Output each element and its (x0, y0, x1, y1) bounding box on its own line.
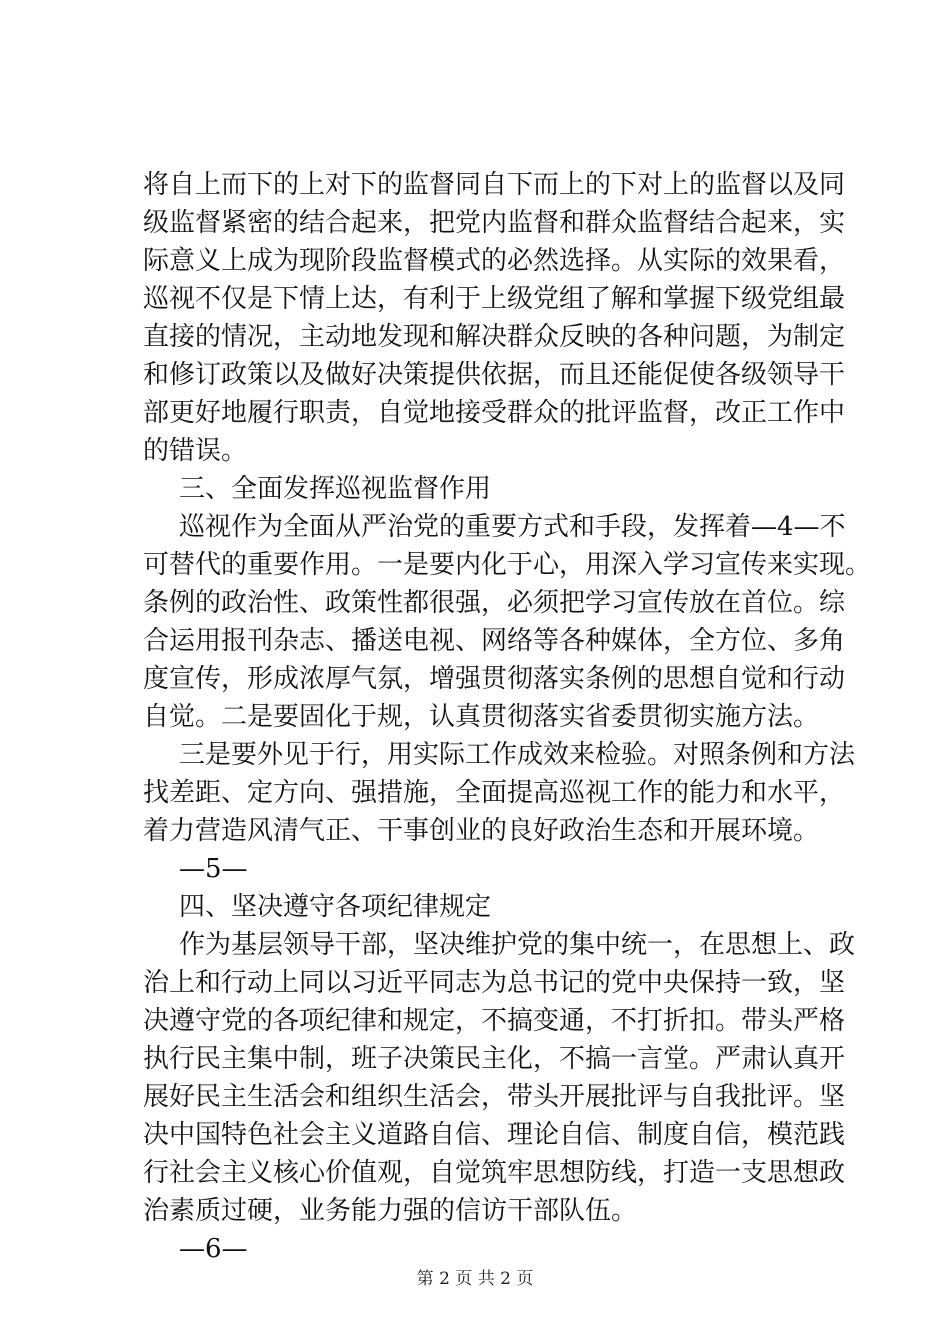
text-line: 级监督紧密的结合起来，把党内监督和群众监督结合起来，实 (143, 208, 846, 238)
text-line: 行社会主义核心价值观，自觉筑牢思想防线，打造一支思想政 (143, 1158, 846, 1188)
text-line: 可替代的重要作用。一是要内化于心，用深入学习宣传来实现。 (143, 550, 872, 580)
section-heading-4: 四、坚决遵守各项纪律规定 (179, 892, 492, 922)
inline-page-marker: —6— (179, 1234, 248, 1264)
text-line: 合运用报刊杂志、播送电视、网络等各种媒体，全方位、多角 (143, 626, 846, 656)
text-line: 和修订政策以及做好决策提供依据，而且还能促使各级领导干 (143, 360, 846, 390)
text-line: 决中国特色社会主义道路自信、理论自信、制度自信，模范践 (143, 1120, 846, 1150)
text-line: 找差距、定方向、强措施，全面提高巡视工作的能力和水平， (143, 778, 846, 808)
text-line: 自觉。二是要固化于规，认真贯彻落实省委贯彻实施方法。 (143, 702, 820, 732)
text-line: 将自上而下的上对下的监督同自下而上的下对上的监督以及同 (143, 170, 846, 200)
text-line: 着力营造风清气正、干事创业的良好政治生态和开展环境。 (143, 816, 820, 846)
text-line: 巡视作为全面从严治党的重要方式和手段，发挥着—4—不 (179, 512, 846, 542)
text-line: 决遵守党的各项纪律和规定，不搞变通，不打折扣。带头严格 (143, 1006, 846, 1036)
text-line: 作为基层领导干部，坚决维护党的集中统一，在思想上、政 (179, 930, 856, 960)
text-line: 治素质过硬，业务能力强的信访干部队伍。 (143, 1196, 638, 1226)
text-line: 条例的政治性、政策性都很强，必须把学习宣传放在首位。综 (143, 588, 846, 618)
text-line: 巡视不仅是下情上达，有利于上级党组了解和掌握下级党组最 (143, 284, 846, 314)
section-heading-3: 三、全面发挥巡视监督作用 (179, 474, 492, 504)
text-line: 展好民主生活会和组织生活会，带头开展批评与自我批评。坚 (143, 1082, 846, 1112)
text-line: 际意义上成为现阶段监督模式的必然选择。从实际的效果看， (143, 246, 846, 276)
text-line: 三是要外见于行，用实际工作成效来检验。对照条例和方法 (179, 740, 856, 770)
document-body (143, 166, 872, 1268)
text-line: 度宣传，形成浓厚气氛，增强贯彻落实条例的思想自觉和行动 (143, 664, 846, 694)
text-line: 直接的情况，主动地发现和解决群众反映的各种问题，为制定 (143, 322, 846, 352)
text-line: 部更好地履行职责，自觉地接受群众的批评监督，改正工作中 (143, 398, 846, 428)
text-line: 的错误。 (143, 436, 248, 466)
text-line: 执行民主集中制，班子决策民主化，不搞一言堂。严肃认真开 (143, 1044, 846, 1074)
page-footer: 第 2 页 共 2 页 (416, 1269, 534, 1289)
inline-page-marker: —5— (179, 854, 248, 884)
text-line: 治上和行动上同以习近平同志为总书记的党中央保持一致，坚 (143, 968, 846, 998)
